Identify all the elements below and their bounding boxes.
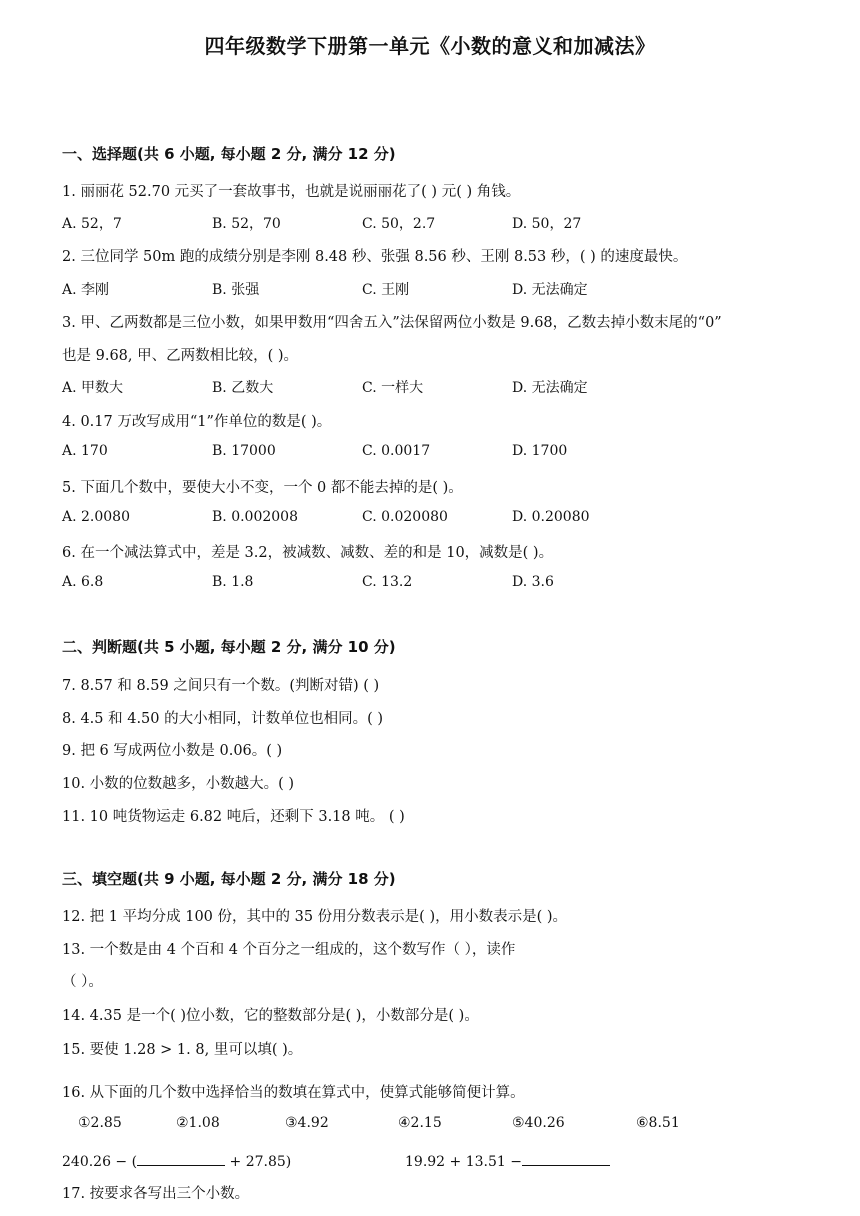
question-10: 10. 小数的位数越多，小数越大。( ) xyxy=(62,776,295,792)
option-d: D. 50，27 xyxy=(512,216,582,232)
option-b: B. 0.002008 xyxy=(212,509,298,525)
expression-2 xyxy=(405,1150,610,1170)
question-14: 14. 4.35 是一个( )位小数，它的整数部分是( )，小数部分是( )。 xyxy=(62,1008,479,1024)
option-a: A. 52，7 xyxy=(62,216,122,232)
option-b: B. 17000 xyxy=(212,443,276,459)
question-2-options xyxy=(62,279,822,299)
page-title: 四年级数学下册第一单元《小数的意义和加减法》 xyxy=(204,34,656,58)
option-d: D. 1700 xyxy=(512,443,568,459)
question-12: 12. 把 1 平均分成 100 份，其中的 35 份用分数表示是( )，用小数表示是( )。 xyxy=(62,909,568,925)
choice-1: ①2.85 xyxy=(78,1115,122,1131)
question-3-options xyxy=(62,377,822,397)
option-d: D. 无法确定 xyxy=(512,380,588,396)
question-8: 8. 4.5 和 4.50 的大小相同，计数单位也相同。( ) xyxy=(62,711,384,727)
choice-4: ④2.15 xyxy=(398,1115,442,1131)
expression-1 xyxy=(62,1150,291,1170)
choice-5: ⑤40.26 xyxy=(512,1115,565,1131)
question-15: 15. 要使 1.28 > 1. 8, 里可以填( )。 xyxy=(62,1042,303,1058)
option-b: B. 乙数大 xyxy=(212,380,274,396)
option-a: A. 甲数大 xyxy=(62,380,124,396)
question-2: 2. 三位同学 50m 跑的成绩分别是李刚 8.48 秒、张强 8.56 秒、王刚 8.53 秒，( ) 的速度最快。 xyxy=(62,249,688,265)
option-b: B. 52，70 xyxy=(212,216,281,232)
option-c: C. 50，2.7 xyxy=(362,216,436,232)
expression-1-start: 240.26 − ( xyxy=(62,1154,138,1170)
option-b: B. 张强 xyxy=(212,282,260,298)
question-6-options xyxy=(62,574,822,594)
option-d: D. 0.20080 xyxy=(512,509,590,525)
option-c: C. 王刚 xyxy=(362,282,410,298)
question-13-line-1: 13. 一个数是由 4 个百和 4 个百分之一组成的，这个数写作（ ），读作 xyxy=(62,942,516,958)
option-c: C. 一样大 xyxy=(362,380,424,396)
question-9: 9. 把 6 写成两位小数是 0.06。( ) xyxy=(62,743,283,759)
question-3-line-2: 也是 9.68, 甲、乙两数相比较，( )。 xyxy=(62,348,299,364)
question-5: 5. 下面几个数中，要使大小不变，一个 0 都不能去掉的是( )。 xyxy=(62,480,463,496)
option-c: C. 13.2 xyxy=(362,574,413,590)
option-c: C. 0.020080 xyxy=(362,509,448,525)
question-4-options xyxy=(62,443,822,463)
question-16: 16. 从下面的几个数中选择恰当的数填在算式中，使算式能够简便计算。 xyxy=(62,1085,525,1101)
option-d: D. 无法确定 xyxy=(512,282,588,298)
option-c: C. 0.0017 xyxy=(362,443,431,459)
option-a: A. 李刚 xyxy=(62,282,110,298)
section-heading-choice: 一、选择题(共 6 小题, 每小题 2 分, 满分 12 分) xyxy=(62,145,396,163)
question-6: 6. 在一个减法算式中，差是 3.2，被减数、减数、差的和是 10，减数是( )。 xyxy=(62,545,554,561)
section-heading-judgement: 二、判断题(共 5 小题, 每小题 2 分, 满分 10 分) xyxy=(62,638,396,656)
question-11: 11. 10 吨货物运走 6.82 吨后，还剩下 3.18 吨。 ( ) xyxy=(62,809,405,825)
question-17: 17. 按要求各写出三个小数。 xyxy=(62,1186,250,1202)
question-1-options xyxy=(62,213,822,233)
question-3-line-1: 3. 甲、乙两数都是三位小数，如果甲数用“四舍五入”法保留两位小数是 9.68，乙数去掉小数末尾的“0” xyxy=(62,315,722,331)
section-heading-fill-in: 三、填空题(共 9 小题, 每小题 2 分, 满分 18 分) xyxy=(62,870,396,888)
option-a: A. 2.0080 xyxy=(62,509,130,525)
question-13-line-2: （ ）。 xyxy=(62,974,103,990)
option-b: B. 1.8 xyxy=(212,574,254,590)
question-16-choices xyxy=(78,1115,778,1135)
option-d: D. 3.6 xyxy=(512,574,554,590)
choice-6: ⑥8.51 xyxy=(636,1115,680,1131)
choice-3: ③4.92 xyxy=(285,1115,329,1131)
question-4: 4. 0.17 万改写成用“1”作单位的数是( )。 xyxy=(62,414,332,430)
expression-2-text: 19.92 + 13.51 − xyxy=(405,1154,522,1170)
choice-2: ②1.08 xyxy=(176,1115,220,1131)
option-a: A. 6.8 xyxy=(62,574,104,590)
option-a: A. 170 xyxy=(62,443,108,459)
question-1: 1. 丽丽花 52.70 元买了一套故事书，也就是说丽丽花了( ) 元( ) 角钱。 xyxy=(62,184,521,200)
question-5-options xyxy=(62,509,822,529)
question-7: 7. 8.57 和 8.59 之间只有一个数。(判断对错) ( ) xyxy=(62,678,380,694)
answer-blank[interactable] xyxy=(137,1150,225,1166)
answer-blank[interactable] xyxy=(522,1150,610,1166)
expression-1-end: + 27.85) xyxy=(229,1154,292,1170)
